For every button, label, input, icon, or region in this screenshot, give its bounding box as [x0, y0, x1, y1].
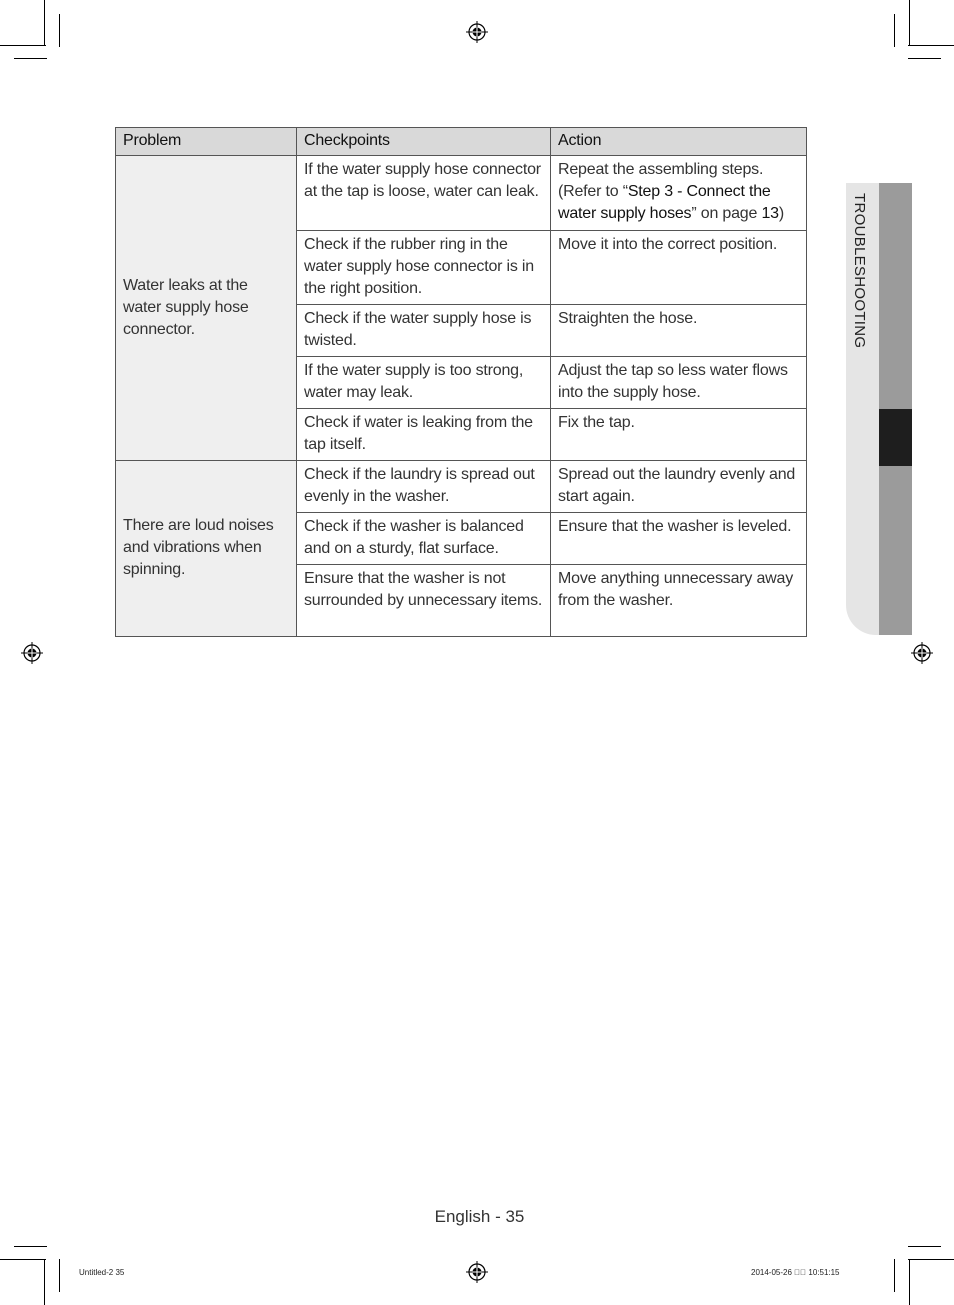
- crop-mark-icon: [909, 1259, 910, 1305]
- crop-mark-icon: [908, 45, 954, 46]
- action-cell: Adjust the tap so less water flows into the supply hose.: [551, 357, 807, 409]
- crop-mark-icon: [44, 0, 45, 46]
- table-header-row: [116, 128, 807, 156]
- action-cell: Spread out the laundry evenly and start again.: [551, 461, 807, 513]
- crop-mark-icon: [0, 45, 46, 46]
- crop-mark-icon: [59, 1259, 60, 1292]
- crop-mark-icon: [909, 0, 910, 46]
- action-cell: Move anything unnecessary away from the washer.: [551, 565, 807, 637]
- print-slug-right: 2014-05-26    10:51:15: [751, 1268, 840, 1277]
- checkpoint-cell: Check if water is leaking from the tap itself.: [297, 409, 551, 461]
- checkpoint-cell: Check if the laundry is spread out evenly in the washer.: [297, 461, 551, 513]
- crop-mark-icon: [14, 1246, 47, 1247]
- checkpoint-cell: Check if the rubber ring in the water supply hose connector is in the right position.: [297, 231, 551, 305]
- crop-mark-icon: [14, 58, 47, 59]
- reference-suffix: ): [778, 205, 784, 222]
- table-row: [116, 156, 807, 231]
- table-row: [116, 461, 807, 513]
- crop-mark-icon: [44, 1259, 45, 1305]
- side-tab-label: TROUBLESHOOTING: [851, 193, 868, 349]
- registration-mark-icon: [466, 1261, 488, 1283]
- side-tab-current-marker: [879, 409, 912, 466]
- checkpoint-cell: Check if the washer is balanced and on a sturdy, flat surface.: [297, 513, 551, 565]
- crop-mark-icon: [908, 58, 941, 59]
- header-problem: Problem: [116, 128, 297, 156]
- crop-mark-icon: [894, 1259, 895, 1292]
- checkpoint-cell: Ensure that the washer is not surrounded by unnecessary items.: [297, 565, 551, 637]
- crop-mark-icon: [908, 1246, 941, 1247]
- reference-prefix: (Refer to “: [558, 183, 628, 200]
- problem-cell: There are loud noises and vibrations when spinning.: [116, 461, 297, 637]
- action-cell: Fix the tap.: [551, 409, 807, 461]
- reference-page: 13: [761, 205, 779, 222]
- action-cell: Ensure that the washer is leveled.: [551, 513, 807, 565]
- registration-mark-icon: [911, 642, 933, 664]
- registration-mark-icon: [466, 21, 488, 43]
- reference-mid: ” on page: [691, 205, 762, 222]
- action-line: Repeat the assembling steps.: [558, 161, 764, 178]
- crop-mark-icon: [894, 14, 895, 47]
- checkpoint-cell: Check if the water supply hose is twisted.: [297, 305, 551, 357]
- registration-mark-icon: [21, 642, 43, 664]
- action-cell: Move it into the correct position.: [551, 231, 807, 305]
- action-cell: [551, 156, 807, 231]
- action-reference: [558, 181, 799, 225]
- header-action: Action: [551, 128, 807, 156]
- crop-mark-icon: [908, 1259, 954, 1260]
- crop-mark-icon: [0, 1259, 46, 1260]
- troubleshooting-table: [115, 127, 807, 637]
- checkpoint-cell: If the water supply hose connector at the tap is loose, water can leak.: [297, 156, 551, 231]
- crop-mark-icon: [59, 14, 60, 47]
- problem-cell: Water leaks at the water supply hose connector.: [116, 156, 297, 461]
- action-cell: Straighten the hose.: [551, 305, 807, 357]
- checkpoint-cell: If the water supply is too strong, water may leak.: [297, 357, 551, 409]
- print-slug-left: Untitled-2 35: [79, 1268, 125, 1277]
- header-checkpoints: Checkpoints: [297, 128, 551, 156]
- reference-link[interactable]: Step 3 - Connect the water supply hoses: [558, 183, 771, 222]
- page-number: English - 35: [434, 1207, 525, 1226]
